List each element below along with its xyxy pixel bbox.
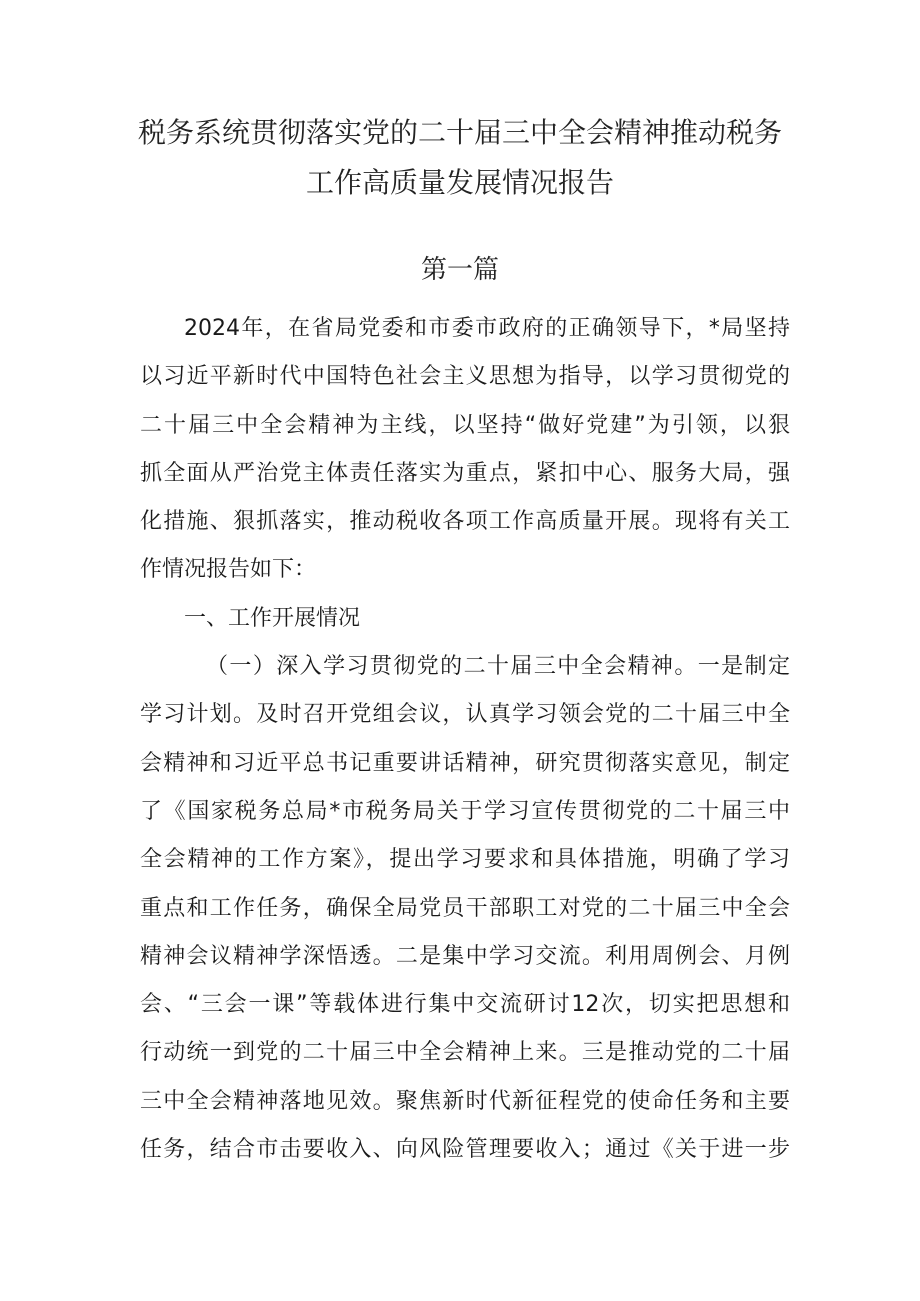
paragraph-line: 重点和工作任务，确保全局党员干部职工对党的二十届三中全会 — [140, 895, 790, 921]
paragraph-line: 三中全会精神落地见效。聚焦新时代新征程党的使命任务和主要 — [140, 1088, 790, 1114]
paragraph-line: 精神会议精神学深悟透。二是集中学习交流。利用周例会、月例 — [140, 943, 790, 969]
paragraph-line: 化措施、狠抓落实，推动税收各项工作高质量开展。现将有关工 — [140, 509, 790, 535]
paragraph-line: 全会精神的工作方案》，提出学习要求和具体措施，明确了学习 — [140, 847, 790, 873]
title-line-2: 工作高质量发展情况报告 — [305, 166, 614, 199]
section-heading: 第一篇 — [420, 255, 499, 285]
paragraph-line: 抓全面从严治党主体责任落实为重点，紧扣中心、服务大局，强 — [140, 460, 790, 486]
paragraph-line: 学习计划。及时召开党组会议，认真学习领会党的二十届三中全 — [140, 702, 790, 728]
paragraph-line: 了《国家税务总局*市税务局关于学习宣传贯彻党的二十届三中 — [140, 798, 790, 824]
paragraph-line: 以习近平新时代中国特色社会主义思想为指导，以学习贯彻党的 — [140, 364, 790, 390]
title-line-1: 税务系统贯彻落实党的二十届三中全会精神推动税务 — [137, 116, 782, 149]
paragraph-line: 会、“三会一课”等载体进行集中交流研讨12次，切实把思想和 — [140, 992, 790, 1018]
paragraph-line: 二十届三中全会精神为主线，以坚持“做好党建”为引领，以狠 — [140, 412, 790, 438]
body-text — [140, 305, 790, 1174]
section-heading-1: 一、工作开展情况 — [184, 605, 361, 631]
subsection-heading-line: （一）深入学习贯彻党的二十届三中全会精神。一是制定 — [206, 654, 790, 680]
paragraph-line: 2024年，在省局党委和市委市政府的正确领导下，*局坚持 — [184, 316, 790, 341]
paragraph-line: 会精神和习近平总书记重要讲话精神，研究贯彻落实意见，制定 — [140, 750, 790, 776]
paragraph-line: 作情况报告如下： — [140, 557, 317, 583]
document-title — [120, 108, 800, 208]
paragraph-line: 任务，结合市击要收入、向风险管理要收入；通过《关于进一步 — [140, 1137, 790, 1163]
paragraph-line: 行动统一到党的二十届三中全会精神上来。三是推动党的二十届 — [140, 1040, 790, 1066]
